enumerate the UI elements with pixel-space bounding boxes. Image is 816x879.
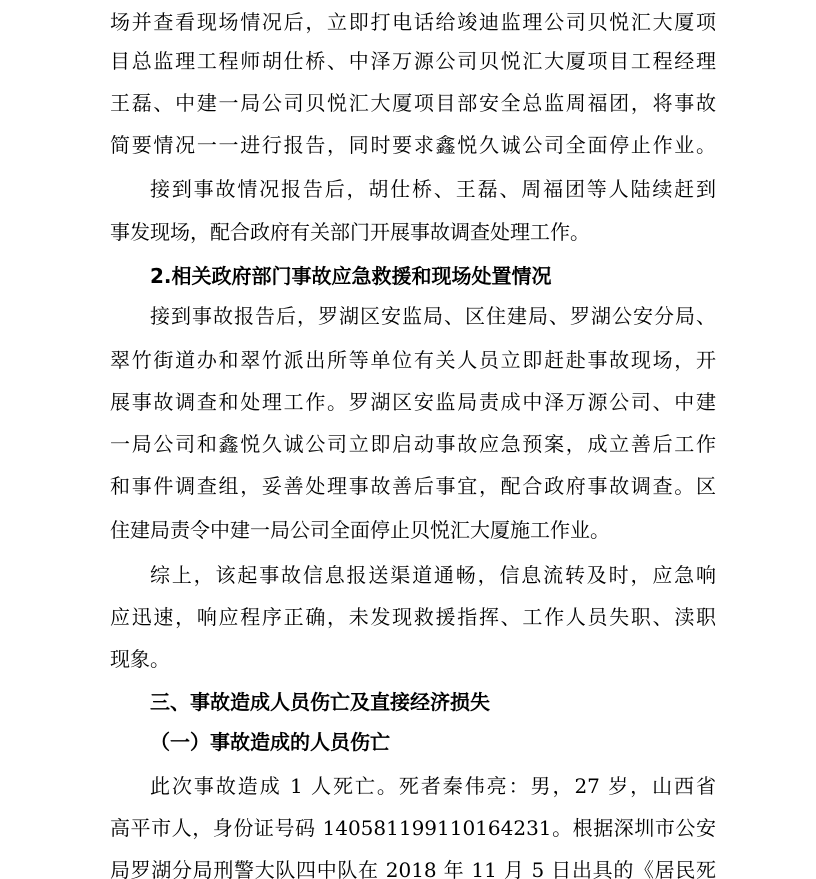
paragraph-line: 事发现场，配合政府有关部门开展事故调查处理工作。	[110, 220, 590, 244]
paragraph-line: 局罗湖分局刑警大队四中队在 2018 年 11 月 5 日出具的《居民死	[110, 858, 716, 879]
paragraph-line: 接到事故报告后，罗湖区安监局、区住建局、罗湖公安分局、	[150, 304, 716, 328]
subsection-heading: （一）事故造成的人员伤亡	[150, 730, 390, 754]
paragraph-line: 简要情况一一进行报告，同时要求鑫悦久诚公司全面停止作业。	[110, 133, 716, 157]
paragraph-line: 住建局责令中建一局公司全面停止贝悦汇大厦施工作业。	[110, 518, 610, 542]
paragraph-line: 此次事故造成 1 人死亡。死者秦伟亮：男，27 岁，山西省	[150, 774, 716, 798]
paragraph-line: 目总监理工程师胡仕桥、中泽万源公司贝悦汇大厦项目工程经理	[110, 49, 716, 73]
paragraph-line: 场并查看现场情况后，立即打电话给竣迪监理公司贝悦汇大厦项	[110, 10, 716, 34]
paragraph-line: 高平市人，身份证号码 140581199110164231。根据深圳市公安	[110, 816, 716, 840]
paragraph-line: 综上，该起事故信息报送渠道通畅，信息流转及时，应急响	[150, 563, 716, 587]
paragraph-line: 王磊、中建一局公司贝悦汇大厦项目部安全总监周福团，将事故	[110, 91, 716, 115]
paragraph-line: 应迅速，响应程序正确，未发现救援指挥、工作人员失职、渎职	[110, 605, 716, 629]
section-heading: 2.相关政府部门事故应急救援和现场处置情况	[150, 264, 552, 288]
paragraph-line: 翠竹街道办和翠竹派出所等单位有关人员立即赶赴事故现场，开	[110, 348, 716, 372]
paragraph-line: 接到事故情况报告后，胡仕桥、王磊、周福团等人陆续赶到	[150, 177, 716, 201]
paragraph-line: 和事件调查组，妥善处理事故善后事宜，配合政府事故调查。区	[110, 474, 716, 498]
paragraph-line: 现象。	[110, 647, 170, 671]
paragraph-line: 展事故调查和处理工作。罗湖区安监局责成中泽万源公司、中建	[110, 390, 716, 414]
chapter-heading: 三、事故造成人员伤亡及直接经济损失	[150, 690, 490, 714]
paragraph-line: 一局公司和鑫悦久诚公司立即启动事故应急预案，成立善后工作	[110, 432, 716, 456]
